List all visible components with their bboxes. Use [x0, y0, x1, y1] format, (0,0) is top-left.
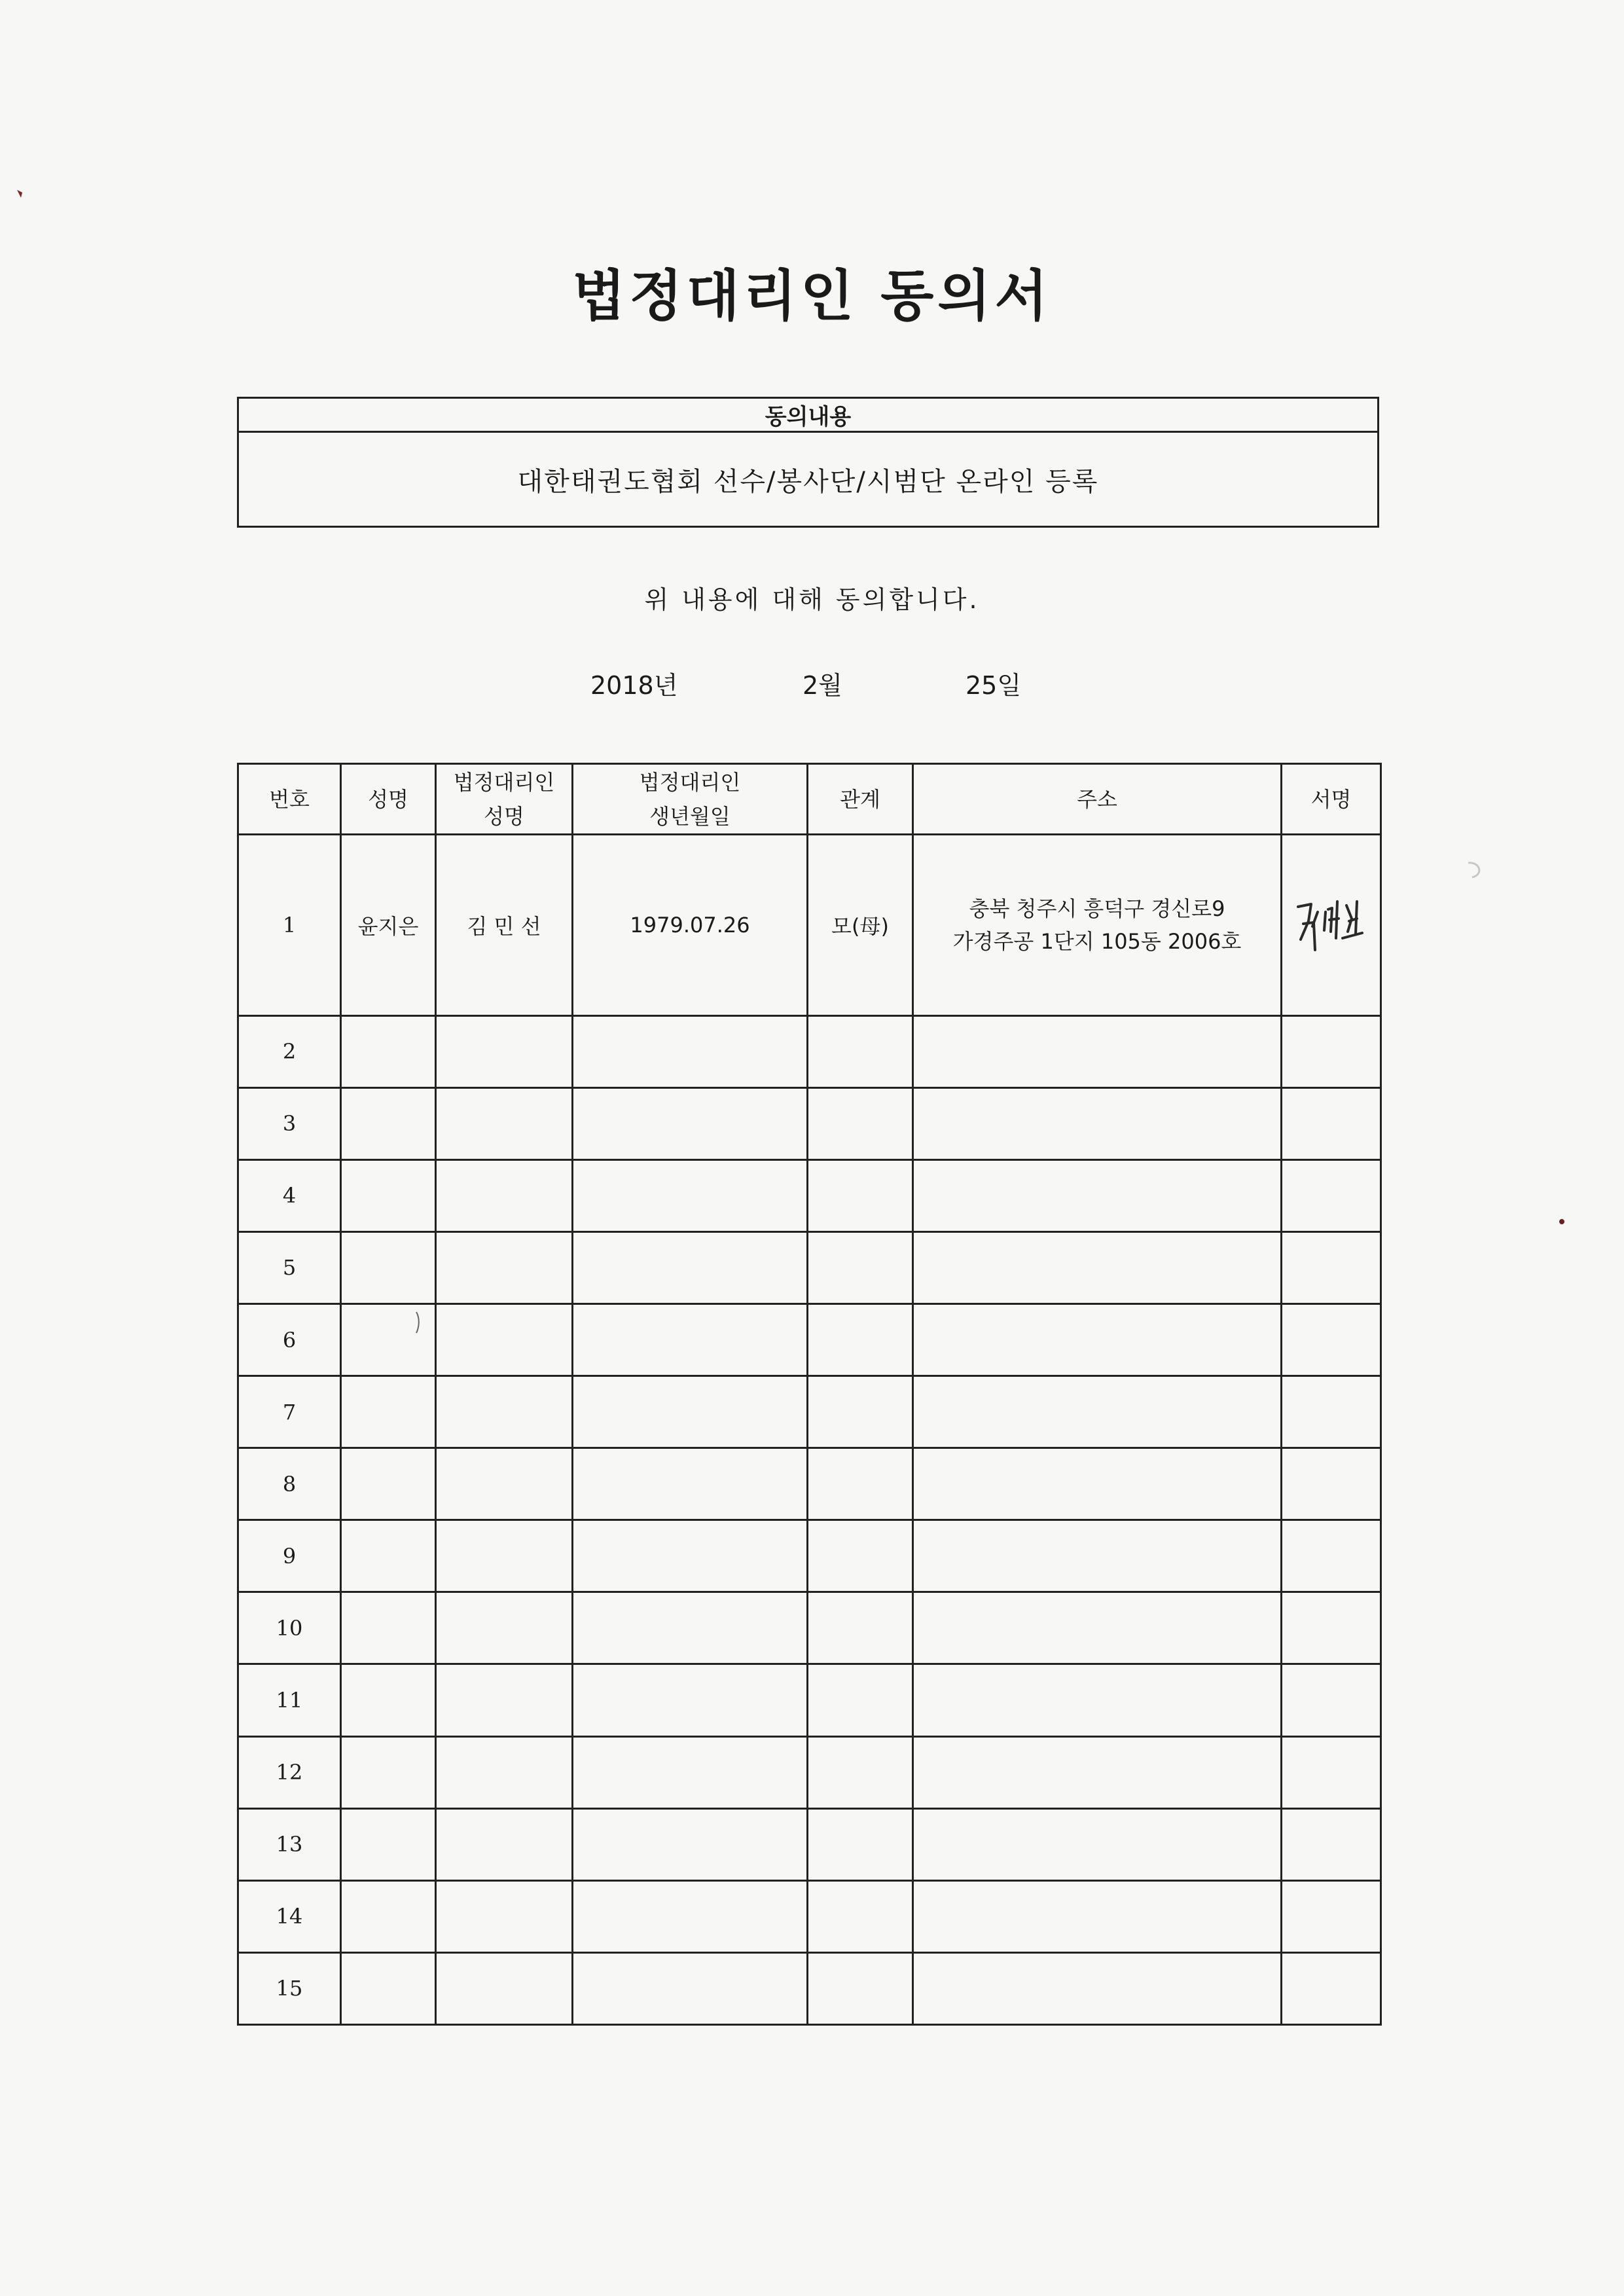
row-guardian-birth [573, 1303, 808, 1376]
row-guardian-birth [573, 1087, 808, 1159]
row-relation [808, 1376, 913, 1448]
row-guardian-birth [573, 1231, 808, 1303]
table-row [238, 1664, 1381, 1736]
header-address: 주소 [913, 764, 1282, 835]
row-address [913, 1664, 1282, 1736]
row-no: 5 [238, 1231, 341, 1303]
row-guardian-birth [573, 1015, 808, 1087]
row-name: 윤지은 [341, 835, 436, 1016]
row-signature [1282, 1736, 1381, 1808]
header-guardian-name-line2: 성명 [484, 803, 524, 829]
row-address [913, 1231, 1282, 1303]
row-signature [1282, 1880, 1381, 1952]
scan-speck [1558, 1218, 1566, 1226]
guardian-table [237, 763, 1382, 2026]
row-guardian-name [436, 1303, 573, 1376]
table-row [238, 1303, 1381, 1376]
row-relation [808, 1592, 913, 1664]
row-address [913, 1736, 1282, 1808]
row-guardian-birth [573, 1592, 808, 1664]
row-address [913, 1303, 1282, 1376]
table-row [238, 835, 1381, 1016]
row-address-line2: 가경주공 1단지 105동 2006호 [952, 928, 1242, 954]
row-name [341, 1808, 436, 1880]
row-address [913, 1015, 1282, 1087]
row-guardian-birth [573, 1952, 808, 2024]
table-row [238, 1736, 1381, 1808]
row-address-line1: 충북 청주시 흥덕구 경신로9 [969, 896, 1225, 921]
row-guardian-birth [573, 1736, 808, 1808]
row-address [913, 1880, 1282, 1952]
table-header-row [238, 764, 1381, 835]
row-name [341, 1952, 436, 2024]
header-guardian-name-line1: 법정대리인 [453, 769, 555, 795]
header-name: 성명 [341, 764, 436, 835]
row-name [341, 1448, 436, 1520]
row-signature [1282, 1664, 1381, 1736]
row-signature [1282, 1808, 1381, 1880]
row-guardian-name [436, 1087, 573, 1159]
table-row [238, 1808, 1381, 1880]
table-row [238, 1231, 1381, 1303]
row-relation [808, 1880, 913, 1952]
scan-speck [414, 1309, 422, 1336]
header-guardian-birth-line1: 법정대리인 [639, 769, 741, 795]
header-guardian-birth [573, 764, 808, 835]
header-relation: 관계 [808, 764, 913, 835]
row-guardian-name [436, 1952, 573, 2024]
scan-speck [14, 187, 27, 200]
row-address [913, 1952, 1282, 2024]
row-name [341, 1231, 436, 1303]
row-signature [1282, 1520, 1381, 1592]
row-guardian-name [436, 1808, 573, 1880]
row-address [913, 1376, 1282, 1448]
row-guardian-name [436, 1880, 573, 1952]
row-no: 7 [238, 1376, 341, 1448]
row-signature [1282, 1448, 1381, 1520]
table-row [238, 1015, 1381, 1087]
row-relation [808, 1087, 913, 1159]
consent-header: 동의내용 [239, 399, 1377, 433]
table-row [238, 1952, 1381, 2024]
row-name [341, 1087, 436, 1159]
row-guardian-name [436, 1592, 573, 1664]
row-no: 14 [238, 1880, 341, 1952]
row-name [341, 1376, 436, 1448]
agreement-statement: 위 내용에 대해 동의합니다. [644, 585, 980, 614]
row-no: 4 [238, 1159, 341, 1231]
row-name [341, 1015, 436, 1087]
row-guardian-birth [573, 1520, 808, 1592]
row-address [913, 1448, 1282, 1520]
row-no: 13 [238, 1808, 341, 1880]
row-signature [1282, 1303, 1381, 1376]
row-guardian-name [436, 1448, 573, 1520]
row-no: 8 [238, 1448, 341, 1520]
header-guardian-name [436, 764, 573, 835]
table-row [238, 1520, 1381, 1592]
table-row [238, 1159, 1381, 1231]
row-relation [808, 1231, 913, 1303]
table-row [238, 1592, 1381, 1664]
row-guardian-birth: 1979.07.26 [573, 835, 808, 1016]
row-relation [808, 1952, 913, 2024]
row-relation: 모(母) [808, 835, 913, 1016]
table-row [238, 1880, 1381, 1952]
row-guardian-name [436, 1736, 573, 1808]
row-relation [808, 1520, 913, 1592]
date-year: 2018년 [590, 671, 678, 700]
row-no: 10 [238, 1592, 341, 1664]
row-address [913, 1808, 1282, 1880]
row-name [341, 1520, 436, 1592]
row-name [341, 1880, 436, 1952]
row-guardian-name [436, 1159, 573, 1231]
row-name [341, 1664, 436, 1736]
row-address [913, 1520, 1282, 1592]
header-signature: 서명 [1282, 764, 1381, 835]
handwritten-signature [1289, 892, 1374, 958]
row-signature [1282, 1015, 1381, 1087]
row-address [913, 1159, 1282, 1231]
header-guardian-birth-line2: 생년월일 [649, 803, 731, 829]
consent-content: 대한태권도협회 선수/봉사단/시범단 온라인 등록 [517, 466, 1099, 497]
row-relation [808, 1664, 913, 1736]
row-address [913, 835, 1282, 1016]
row-guardian-birth [573, 1159, 808, 1231]
row-no: 9 [238, 1520, 341, 1592]
row-signature [1282, 1231, 1381, 1303]
header-no: 번호 [238, 764, 341, 835]
row-signature [1282, 1592, 1381, 1664]
row-name [341, 1159, 436, 1231]
table-row [238, 1448, 1381, 1520]
row-guardian-name [436, 1520, 573, 1592]
row-guardian-birth [573, 1376, 808, 1448]
row-guardian-birth [573, 1880, 808, 1952]
row-no: 11 [238, 1664, 341, 1736]
row-relation [808, 1448, 913, 1520]
row-signature [1282, 1159, 1381, 1231]
row-guardian-birth [573, 1664, 808, 1736]
consent-box [237, 397, 1379, 528]
row-no: 1 [238, 835, 341, 1016]
document-title: 법정대리인 동의서 [572, 263, 1052, 328]
table-row [238, 1376, 1381, 1448]
row-guardian-name [436, 1376, 573, 1448]
row-guardian-name: 김 민 선 [436, 835, 573, 1016]
row-no: 12 [238, 1736, 341, 1808]
row-signature [1282, 1952, 1381, 2024]
scan-speck [1463, 858, 1489, 884]
table-row [238, 1087, 1381, 1159]
row-no: 2 [238, 1015, 341, 1087]
row-signature [1282, 1376, 1381, 1448]
row-name [341, 1736, 436, 1808]
row-signature [1282, 1087, 1381, 1159]
row-guardian-name [436, 1015, 573, 1087]
date-month: 2월 [803, 671, 842, 700]
row-relation [808, 1808, 913, 1880]
row-relation [808, 1159, 913, 1231]
row-relation [808, 1303, 913, 1376]
row-guardian-name [436, 1231, 573, 1303]
row-no: 15 [238, 1952, 341, 2024]
row-relation [808, 1736, 913, 1808]
row-guardian-birth [573, 1448, 808, 1520]
date-day: 25일 [965, 671, 1022, 700]
row-address [913, 1087, 1282, 1159]
row-no: 6 [238, 1303, 341, 1376]
row-signature [1282, 835, 1381, 1016]
row-address [913, 1592, 1282, 1664]
row-no: 3 [238, 1087, 341, 1159]
row-guardian-birth [573, 1808, 808, 1880]
row-name [341, 1592, 436, 1664]
row-guardian-name [436, 1664, 573, 1736]
row-relation [808, 1015, 913, 1087]
